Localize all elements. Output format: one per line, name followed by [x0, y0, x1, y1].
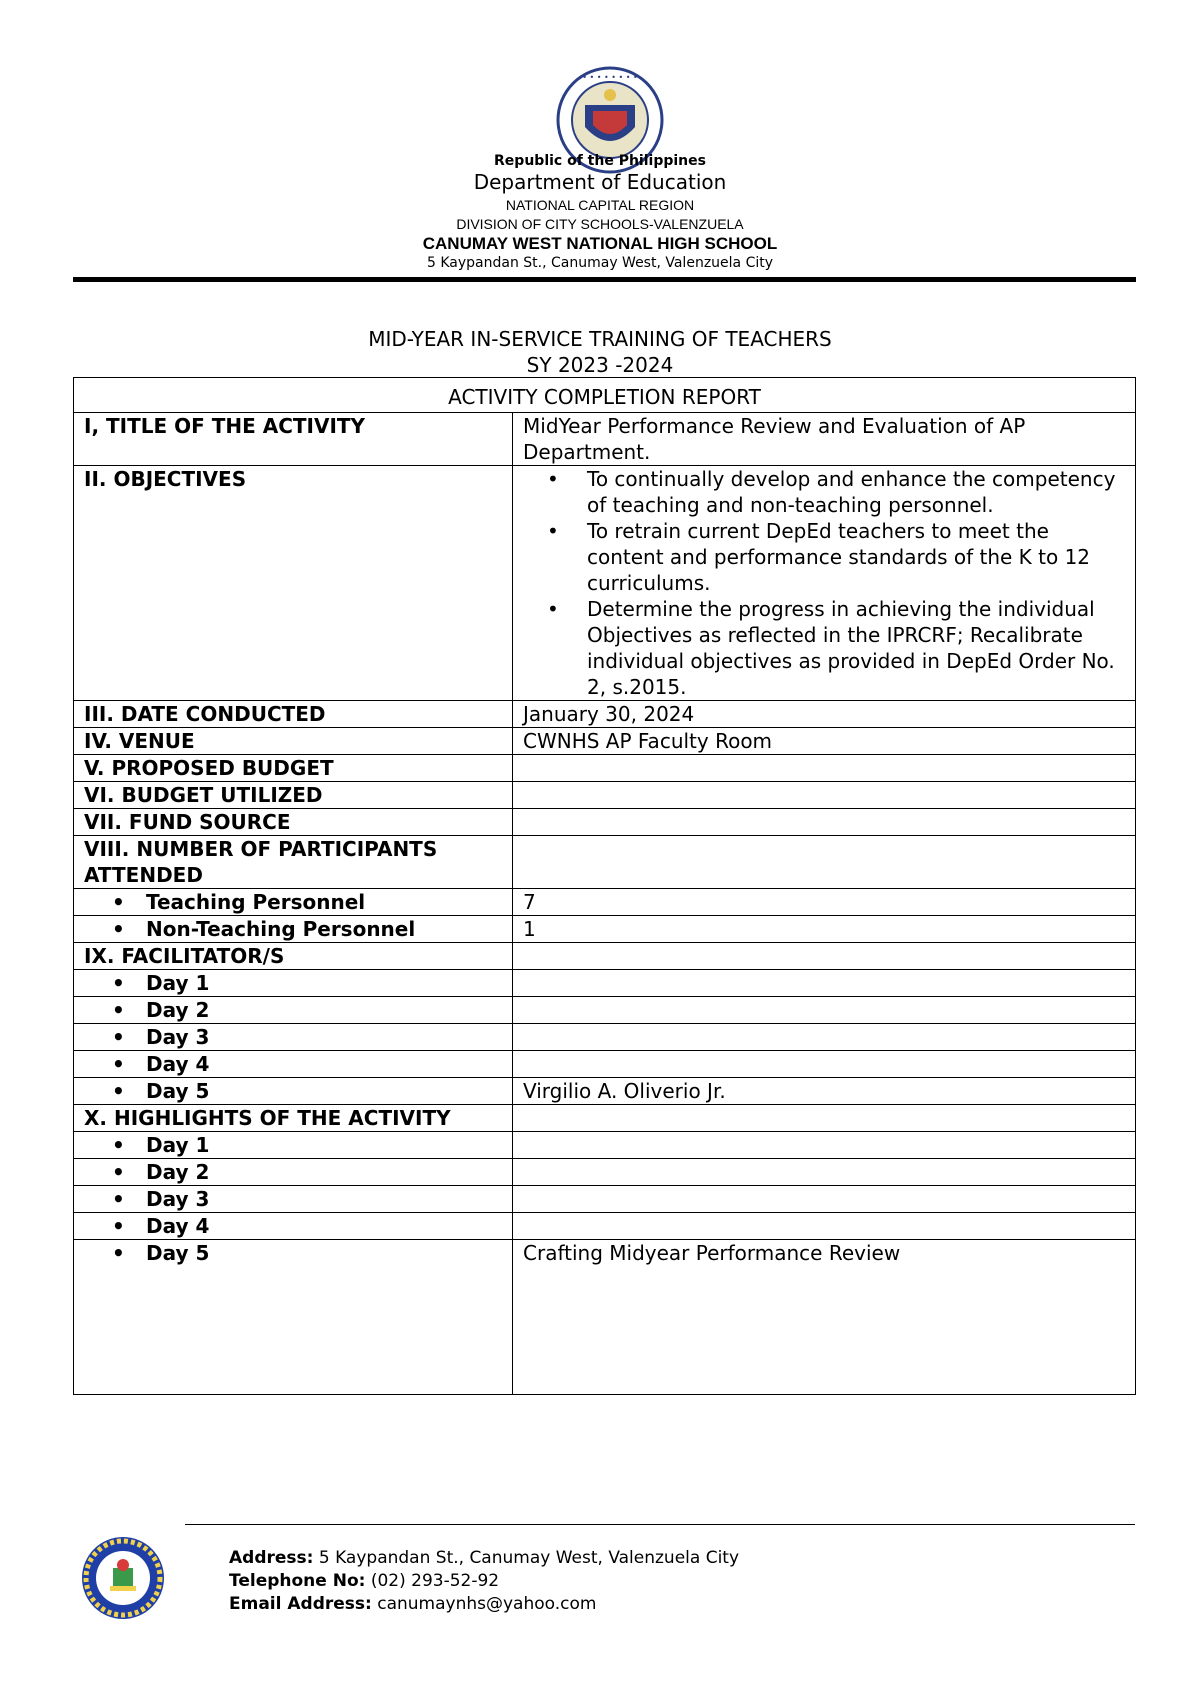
- participants-label: VIII. NUMBER OF PARTICIPANTS ATTENDED: [74, 836, 513, 889]
- table-row: [74, 916, 1136, 943]
- department-name: Department of Education: [473, 170, 727, 194]
- footer-address: [229, 1547, 739, 1570]
- table-row: [74, 1186, 1136, 1213]
- report-heading: ACTIVITY COMPLETION REPORT: [74, 378, 1136, 413]
- date-value: January 30, 2024: [513, 701, 1136, 728]
- table-row: [74, 1051, 1136, 1078]
- document-title: MID-YEAR IN-SERVICE TRAINING OF TEACHERS: [368, 327, 832, 351]
- table-row: [74, 1078, 1136, 1105]
- table-row: [74, 1213, 1136, 1240]
- proposed-budget-value: [513, 755, 1136, 782]
- facilitator-day-value: [513, 997, 1136, 1024]
- table-row: [74, 413, 1136, 466]
- highlight-day-value: [513, 1213, 1136, 1240]
- list-item: • Determine the progress in achieving the individual Objectives as reflected in the IPRCRF; Recalibrate individual objectives as provided in DepEd Order No. 2, s.2015.: [513, 596, 1125, 700]
- highlights-value: [513, 1105, 1136, 1132]
- activity-completion-report-table: [73, 377, 1136, 1395]
- highlight-day-cell: • Day 3: [74, 1186, 513, 1213]
- facilitators-value: [513, 943, 1136, 970]
- footer-contact: [229, 1547, 739, 1616]
- date-label: III. DATE CONDUCTED: [74, 701, 513, 728]
- table-row: [74, 943, 1136, 970]
- facilitator-day-label: Day 4: [146, 1052, 210, 1076]
- highlight-day-label: Day 2: [146, 1160, 210, 1184]
- nonteaching-personnel-count: 1: [513, 916, 1136, 943]
- facilitator-day-label: Day 1: [146, 971, 210, 995]
- objectives-list: [513, 466, 1135, 700]
- highlight-day-cell: • Day 4: [74, 1213, 513, 1240]
- facilitator-day-cell: • Day 2: [74, 997, 513, 1024]
- table-row: [74, 1105, 1136, 1132]
- footer-phone-label: Telephone No:: [229, 1571, 366, 1591]
- table-row: [74, 728, 1136, 755]
- footer-divider: [185, 1524, 1135, 1525]
- highlights-label: X. HIGHLIGHTS OF THE ACTIVITY: [74, 1105, 513, 1132]
- table-row: [74, 755, 1136, 782]
- school-name: CANUMAY WEST NATIONAL HIGH SCHOOL: [422, 234, 778, 253]
- table-row: [74, 1132, 1136, 1159]
- proposed-budget-label: V. PROPOSED BUDGET: [74, 755, 513, 782]
- table-row: [74, 836, 1136, 889]
- table-row: [74, 782, 1136, 809]
- footer-phone-value: (02) 293-52-92: [365, 1571, 500, 1591]
- highlight-day-cell: • Day 5: [74, 1240, 513, 1395]
- footer-address-value: 5 Kaypandan St., Canumay West, Valenzuela City: [313, 1548, 740, 1568]
- footer-email[interactable]: [229, 1593, 739, 1616]
- facilitator-day-label: Day 2: [146, 998, 210, 1022]
- footer-phone: [229, 1570, 739, 1593]
- highlight-day-value: [513, 1186, 1136, 1213]
- school-address: 5 Kaypandan St., Canumay West, Valenzuela City: [426, 255, 774, 271]
- teaching-personnel-label: Teaching Personnel: [146, 890, 366, 914]
- footer-email-label: Email Address:: [229, 1594, 372, 1614]
- nonteaching-personnel-label: Non-Teaching Personnel: [146, 917, 416, 941]
- facilitator-day-value: [513, 1024, 1136, 1051]
- objectives-cell: [513, 466, 1136, 701]
- facilitator-day-value: [513, 1051, 1136, 1078]
- region-line: NATIONAL CAPITAL REGION: [505, 197, 695, 213]
- header-divider: [73, 277, 1136, 282]
- title-value: MidYear Performance Review and Evaluation of AP Department.: [513, 413, 1136, 466]
- highlight-day-label: Day 5: [146, 1241, 210, 1265]
- highlight-day-value: [513, 1132, 1136, 1159]
- facilitator-day-label: Day 5: [146, 1079, 210, 1103]
- republic-line: Republic of the Philippines: [494, 153, 706, 169]
- facilitator-day-cell: • Day 5: [74, 1078, 513, 1105]
- list-item: • To retrain current DepEd teachers to meet the content and performance standards of the K to 12 curriculums.: [513, 518, 1125, 596]
- facilitator-day-cell: • Day 4: [74, 1051, 513, 1078]
- svg-text:• • • • • • • •: • • • • • • • •: [582, 73, 638, 82]
- footer-address-label: Address:: [229, 1548, 314, 1568]
- nonteaching-personnel-row-label: • Non-Teaching Personnel: [74, 916, 513, 943]
- highlight-day-label: Day 4: [146, 1214, 210, 1238]
- teaching-personnel-row-label: • Teaching Personnel: [74, 889, 513, 916]
- budget-utilized-value: [513, 782, 1136, 809]
- table-row: [74, 701, 1136, 728]
- division-line: DIVISION OF CITY SCHOOLS-VALENZUELA: [456, 216, 744, 232]
- table-row: [74, 1159, 1136, 1186]
- teaching-personnel-count: 7: [513, 889, 1136, 916]
- table-row: [74, 466, 1136, 701]
- title-label: I, TITLE OF THE ACTIVITY: [74, 413, 513, 466]
- participants-value: [513, 836, 1136, 889]
- list-item: • To continually develop and enhance the competency of teaching and non-teaching personnel.: [513, 466, 1125, 518]
- objectives-label: II. OBJECTIVES: [74, 466, 513, 701]
- budget-utilized-label: VI. BUDGET UTILIZED: [74, 782, 513, 809]
- facilitator-day-cell: • Day 3: [74, 1024, 513, 1051]
- school-seal-logo: [80, 1535, 166, 1621]
- table-row: [74, 378, 1136, 413]
- highlight-day-cell: • Day 1: [74, 1132, 513, 1159]
- fund-source-value: [513, 809, 1136, 836]
- highlight-day-cell: • Day 2: [74, 1159, 513, 1186]
- facilitator-day-value: [513, 970, 1136, 997]
- venue-label: IV. VENUE: [74, 728, 513, 755]
- school-year: SY 2023 -2024: [526, 353, 674, 377]
- table-row: [74, 997, 1136, 1024]
- table-row: [74, 809, 1136, 836]
- table-row: [74, 970, 1136, 997]
- facilitator-day-cell: • Day 1: [74, 970, 513, 997]
- facilitators-label: IX. FACILITATOR/S: [74, 943, 513, 970]
- highlight-day-value: Crafting Midyear Performance Review: [513, 1240, 1136, 1395]
- facilitator-day-value: Virgilio A. Oliverio Jr.: [513, 1078, 1136, 1105]
- facilitator-day-label: Day 3: [146, 1025, 210, 1049]
- table-row: [74, 889, 1136, 916]
- table-row: [74, 1024, 1136, 1051]
- venue-value: CWNHS AP Faculty Room: [513, 728, 1136, 755]
- footer-email-value[interactable]: canumaynhs@yahoo.com: [371, 1594, 597, 1614]
- table-row: [74, 1240, 1136, 1395]
- highlight-day-label: Day 3: [146, 1187, 210, 1211]
- highlight-day-value: [513, 1159, 1136, 1186]
- highlight-day-label: Day 1: [146, 1133, 210, 1157]
- fund-source-label: VII. FUND SOURCE: [74, 809, 513, 836]
